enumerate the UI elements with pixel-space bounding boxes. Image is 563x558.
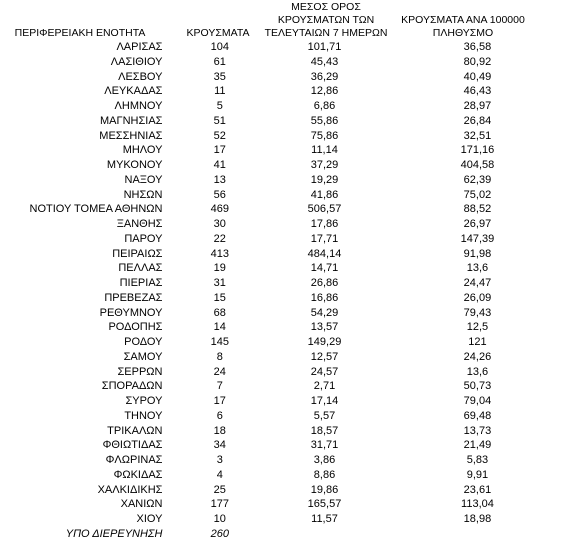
row-per100k: 79,04 (463, 395, 492, 407)
table-row (0, 335, 563, 350)
row-region: ΝΑΞΟΥ (124, 173, 163, 186)
table-row (0, 217, 563, 232)
row-per100k: 28,97 (463, 100, 492, 112)
row-avg7: 2,71 (313, 380, 336, 393)
row-per100k: 62,39 (463, 173, 492, 186)
row-cases: 51 (213, 114, 226, 127)
row-per100k: 24,26 (463, 350, 492, 363)
cases-table (0, 40, 563, 542)
row-region: ΤΗΝΟΥ (124, 409, 163, 422)
row-cases: 13 (213, 173, 226, 186)
table-row (0, 320, 563, 335)
row-cases: 61 (213, 55, 226, 68)
footer-empty-per100k (392, 527, 563, 542)
row-region: ΧΑΝΙΩΝ (120, 498, 163, 511)
row-region: ΡΕΘΥΜΝΟΥ (99, 306, 163, 319)
row-cases: 35 (213, 70, 226, 83)
row-avg7: 75,86 (310, 129, 339, 142)
row-region: ΣΥΡΟΥ (125, 395, 163, 407)
table-row (0, 99, 563, 114)
row-cases: 469 (210, 203, 229, 216)
row-cases: 15 (213, 291, 226, 304)
row-per100k: 13,6 (466, 365, 489, 378)
row-avg7: 17,71 (310, 232, 339, 245)
row-region: ΡΟΔΟΥ (124, 336, 163, 348)
row-avg7: 13,57 (310, 321, 339, 334)
header-avg7-line3: ΤΕΛΕΥΤΑΙΩΝ 7 ΗΜΕΡΩΝ (264, 27, 388, 39)
row-region: ΜΗΛΟΥ (122, 144, 163, 157)
row-cases: 4 (216, 468, 223, 481)
table-row (0, 379, 563, 394)
table-row (0, 365, 563, 380)
row-cases: 17 (213, 395, 226, 407)
table-row (0, 483, 563, 498)
row-per100k: 40,49 (463, 70, 492, 83)
row-region: ΛΕΣΒΟΥ (118, 70, 163, 83)
row-avg7: 19,86 (310, 483, 339, 496)
row-region: ΝΗΣΩΝ (123, 188, 163, 201)
row-per100k: 26,84 (463, 114, 492, 127)
row-cases: 11 (214, 85, 226, 98)
table-row (0, 291, 563, 306)
row-per100k: 80,92 (463, 55, 492, 68)
row-per100k: 24,47 (463, 277, 492, 289)
table-row (0, 143, 563, 158)
row-cases: 24 (213, 365, 226, 378)
row-per100k: 69,48 (463, 409, 492, 422)
table-row (0, 55, 563, 70)
row-region: ΦΩΚΙΔΑΣ (113, 468, 163, 481)
row-per100k: 32,51 (463, 129, 492, 142)
row-region: ΛΑΣΙΘΙΟΥ (110, 55, 163, 68)
table-row (0, 438, 563, 453)
row-region: ΜΑΓΝΗΣΙΑΣ (100, 114, 163, 127)
row-per100k: 113,04 (461, 498, 494, 511)
row-region: ΠΙΕΡΙΑΣ (119, 277, 163, 289)
row-per100k: 21,49 (463, 439, 492, 452)
row-per100k: 18,98 (463, 513, 492, 525)
row-per100k: 171,16 (460, 144, 495, 157)
row-cases: 56 (213, 188, 226, 201)
table-row (0, 84, 563, 99)
row-region: ΛΕΥΚΑΔΑΣ (104, 85, 163, 98)
table-row (0, 306, 563, 321)
table-row (0, 261, 563, 276)
row-per100k: 26,97 (463, 218, 492, 230)
table-row (0, 173, 563, 188)
row-avg7: 41,86 (310, 188, 339, 201)
row-avg7: 8,86 (313, 468, 336, 481)
row-cases: 34 (213, 439, 226, 452)
table-row (0, 232, 563, 247)
row-avg7: 37,29 (310, 159, 339, 171)
row-cases: 8 (216, 350, 223, 363)
row-cases: 68 (213, 306, 226, 319)
header-region: ΠΕΡΙΦΕΡΕΙΑΚΗ ΕΝΟΤΗΤΑ (14, 27, 146, 39)
table-row (0, 247, 563, 262)
table-row (0, 350, 563, 365)
row-cases: 7 (216, 380, 223, 393)
row-avg7: 12,86 (310, 85, 339, 98)
table-row (0, 409, 563, 424)
row-avg7: 16,86 (310, 291, 339, 304)
row-region: ΠΕΛΛΑΣ (118, 262, 163, 275)
row-avg7: 19,29 (310, 173, 339, 186)
row-avg7: 3,86 (313, 454, 336, 466)
row-per100k: 13,6 (466, 262, 489, 275)
row-avg7: 31,71 (310, 439, 339, 452)
row-region: ΤΡΙΚΑΛΩΝ (107, 424, 163, 437)
row-per100k: 9,91 (466, 468, 489, 481)
row-avg7: 55,86 (310, 114, 339, 127)
table-row (0, 453, 563, 468)
table-row (0, 512, 563, 527)
row-avg7: 17,86 (310, 218, 339, 230)
footer-label: ΥΠΟ ΔΙΕΡΕΥΝΗΣΗ (65, 527, 163, 540)
row-avg7: 24,57 (310, 365, 339, 378)
row-region: ΧΙΟΥ (136, 513, 163, 525)
row-cases: 31 (213, 277, 226, 289)
row-region: ΣΑΜΟΥ (123, 350, 163, 363)
row-per100k: 75,02 (463, 188, 492, 201)
row-per100k: 121 (468, 336, 487, 348)
row-avg7: 12,57 (310, 350, 339, 363)
row-cases: 177 (210, 498, 229, 511)
row-avg7: 45,43 (310, 55, 339, 68)
row-avg7: 484,14 (307, 247, 342, 260)
row-cases: 5 (216, 100, 223, 112)
row-cases: 6 (216, 409, 223, 422)
row-cases: 10 (213, 513, 226, 525)
row-avg7: 149,29 (307, 336, 342, 348)
row-cases: 145 (210, 336, 229, 348)
row-avg7: 26,86 (310, 277, 339, 289)
footer-cases: 260 (210, 527, 229, 540)
row-per100k: 79,43 (463, 306, 492, 319)
row-cases: 25 (213, 483, 226, 496)
row-per100k: 13,73 (463, 424, 492, 437)
row-per100k: 26,09 (463, 291, 492, 304)
row-per100k: 36,58 (463, 41, 492, 53)
row-per100k: 147,39 (460, 232, 495, 245)
row-per100k: 50,73 (463, 380, 492, 393)
row-per100k: 23,61 (463, 483, 492, 496)
row-cases: 52 (213, 129, 226, 142)
row-avg7: 506,57 (307, 203, 342, 216)
row-region: ΝΟΤΙΟΥ ΤΟΜΕΑ ΑΘΗΝΩΝ (29, 203, 163, 216)
row-region: ΠΕΙΡΑΙΩΣ (112, 247, 163, 260)
row-avg7: 11,57 (311, 513, 338, 525)
row-avg7: 6,86 (313, 100, 336, 112)
cases-table-body (0, 40, 563, 542)
row-avg7: 36,29 (310, 70, 339, 83)
table-row (0, 188, 563, 203)
row-avg7: 165,57 (307, 498, 342, 511)
header-per100k-line2: ΠΛΗΘΥΣΜΟ (432, 27, 494, 39)
row-cases: 19 (213, 262, 226, 275)
row-per100k: 88,52 (463, 203, 492, 216)
row-per100k: 46,43 (463, 85, 492, 98)
row-avg7: 54,29 (310, 306, 339, 319)
row-per100k: 12,5 (466, 321, 489, 334)
row-avg7: 101,71 (307, 41, 342, 53)
table-row (0, 114, 563, 129)
row-region: ΜΥΚΟΝΟΥ (106, 159, 163, 171)
row-region: ΛΗΜΝΟΥ (114, 100, 163, 112)
row-cases: 413 (210, 247, 229, 260)
row-region: ΧΑΛΚΙΔΙΚΗΣ (97, 483, 163, 496)
row-region: ΠΡΕΒΕΖΑΣ (104, 291, 163, 304)
row-region: ΦΛΩΡΙΝΑΣ (105, 454, 163, 466)
header-cases: ΚΡΟΥΣΜΑΤΑ (186, 27, 250, 39)
table-row (0, 129, 563, 144)
row-cases: 22 (213, 232, 226, 245)
header-per100k (393, 14, 533, 40)
header-per100k-line1: ΚΡΟΥΣΜΑΤΑ ΑΝΑ 100000 (401, 14, 525, 26)
footer-row (0, 527, 563, 542)
row-region: ΡΟΔΟΠΗΣ (108, 321, 163, 334)
table-row (0, 468, 563, 483)
row-cases: 41 (213, 159, 226, 171)
table-header (0, 0, 563, 40)
header-avg7-line1: ΜΕΣΟΣ ΟΡΟΣ (291, 1, 361, 13)
row-region: ΠΑΡΟΥ (124, 232, 163, 245)
table-row (0, 158, 563, 173)
row-avg7: 14,71 (310, 262, 339, 275)
row-avg7: 11,14 (311, 144, 338, 157)
table-row (0, 202, 563, 217)
row-avg7: 17,14 (310, 395, 339, 407)
table-row (0, 276, 563, 291)
row-avg7: 5,57 (313, 409, 336, 422)
row-region: ΦΘΙΩΤΙΔΑΣ (102, 439, 163, 452)
row-cases: 17 (213, 144, 226, 157)
row-per100k: 5,83 (466, 454, 489, 466)
header-avg7 (258, 1, 394, 40)
row-cases: 14 (213, 321, 226, 334)
table-row (0, 70, 563, 85)
table-row (0, 394, 563, 409)
row-region: ΣΠΟΡΑΔΩΝ (101, 380, 163, 393)
header-avg7-line2: ΚΡΟΥΣΜΑΤΩΝ ΤΩΝ (277, 14, 375, 26)
table-row (0, 40, 563, 55)
row-region: ΣΕΡΡΩΝ (117, 365, 163, 378)
table-row (0, 497, 563, 512)
row-region: ΜΕΣΣΗΝΙΑΣ (99, 129, 163, 142)
row-avg7: 18,57 (310, 424, 339, 437)
row-cases: 18 (213, 424, 226, 437)
row-per100k: 91,98 (463, 247, 492, 260)
row-cases: 30 (213, 218, 226, 230)
row-region: ΞΑΝΘΗΣ (116, 218, 163, 230)
row-region: ΛΑΡΙΣΑΣ (116, 41, 163, 53)
footer-empty-avg7 (257, 527, 392, 542)
row-cases: 3 (216, 454, 223, 466)
row-cases: 104 (210, 41, 229, 53)
row-per100k: 404,58 (460, 159, 495, 171)
table-row (0, 424, 563, 439)
